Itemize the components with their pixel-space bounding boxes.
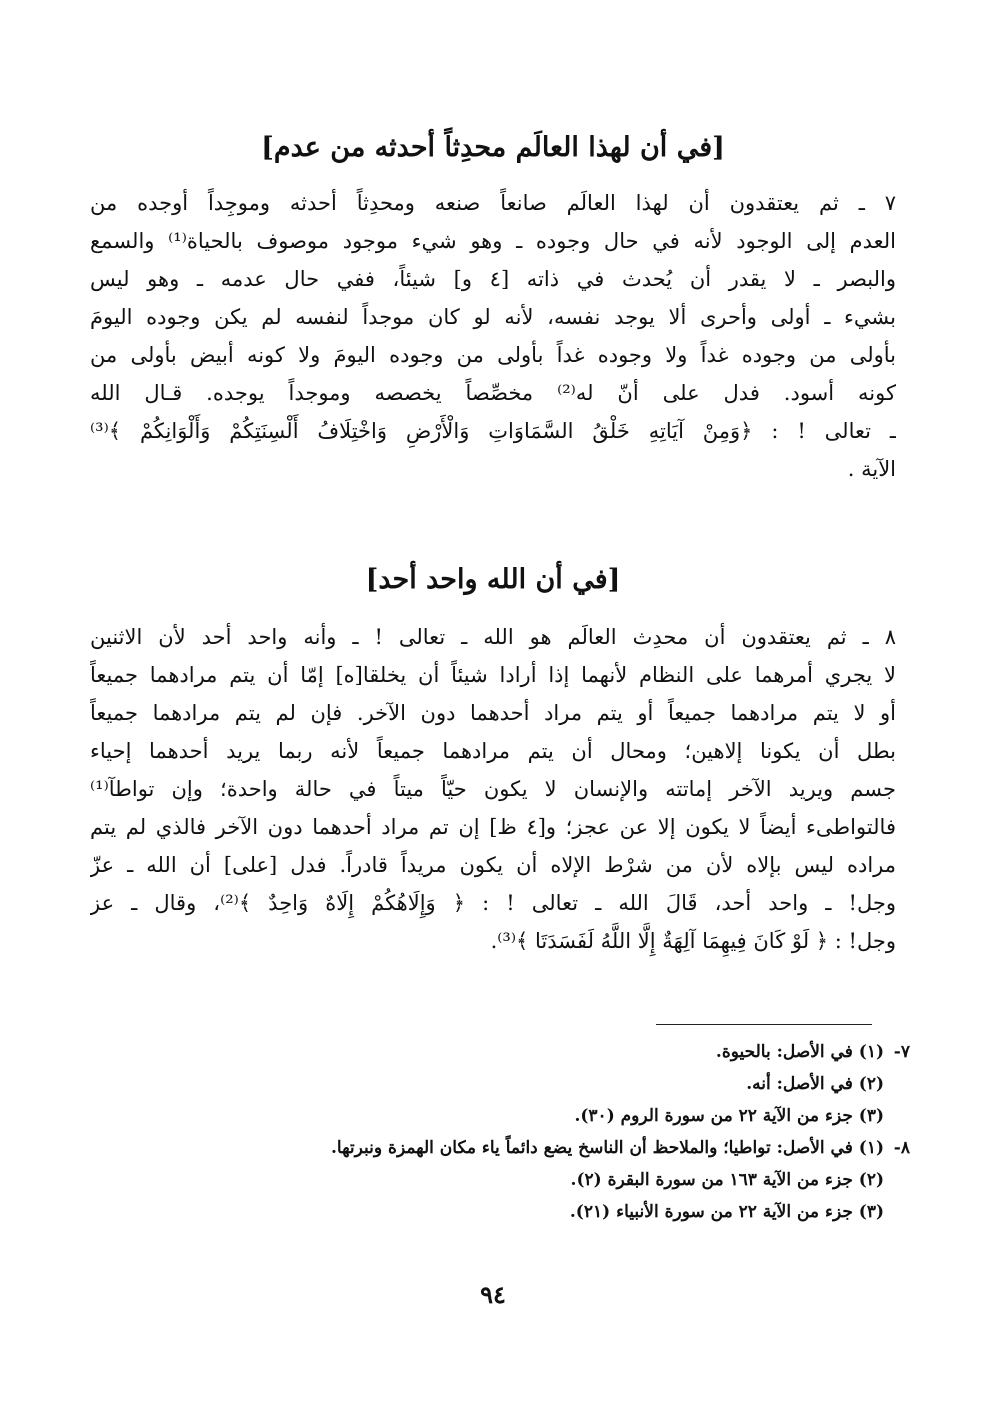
paragraph-line: بأولى من وجوده غداً ولا وجوده غداً بأولى من وجوده اليومَ ولا كونه أبيض بأولى من (90, 343, 896, 367)
footnote-text: (١) في الأصل: بالحيوة. (715, 1042, 884, 1062)
footnote-divider (656, 1024, 872, 1025)
footnote-text: (١) في الأصل: تواطيا؛ والملاحظ أن الناسخ يضع دائماً ياء مكان الهمزة ونبرتها. (331, 1138, 884, 1158)
paragraph-line: جسم ويريد الآخر إماتته والإنسان لا يكون حيّاً ميتاً في حالة واحدة؛ وإن تواطآ⁽¹⁾ (90, 777, 896, 801)
footnote (120, 1036, 910, 1068)
footnote-text: (٢) جزء من الآية ١٦٣ من سورة البقرة (٢). (570, 1170, 884, 1190)
paragraph-line: الآية . (847, 457, 896, 481)
footnote (120, 1132, 910, 1164)
paragraph-line: بشيء ـ أولى وأحرى ألا يوجد نفسه، لأنه لو كان موجداً لنفسه لم يكن وجوده اليومَ (90, 305, 896, 329)
paragraph-line: وجل! : ﴿ لَوْ كَانَ فِيهِمَا آلِهَةٌ إِلَّا اللَّهُ لَفَسَدَتَا ﴾⁽³⁾. (490, 929, 896, 953)
paragraph-8 (90, 618, 896, 960)
paragraph-line: لا يجري أمرهما على النظام لأنهما إذا أرادا شيئاً أن يخلقا[ه] إمّا أن يتم مرادهما جميعاً (90, 663, 896, 687)
footnote-text: (٣) جزء من الآية ٢٢ من سورة الروم (٣٠). (574, 1106, 884, 1126)
paragraph-line: بطل أن يكونا إلاهين؛ ومحال أن يتم مرادهما جميعاً لأنه ربما يريد أحدهما إحياء (90, 739, 896, 763)
footnote-text: (٢) في الأصل: أنه. (746, 1074, 884, 1094)
section-heading-god-is-one: [في أن الله واحد أحد] (365, 564, 621, 595)
paragraph-line: ٧ ـ ثم يعتقدون أن لهذا العالَم صانعاً صنعه ومحدِثاً أحدثه وموجِداً أوجده من (90, 191, 896, 215)
page-number: ٩٤ (480, 1280, 506, 1309)
footnote (120, 1068, 910, 1100)
paragraph-line: كونه أسود. فدل على أنّ له⁽²⁾ مخصِّصاً يخصصه وموجداً يوجده. قـال الله (90, 381, 896, 405)
paragraph-line: ـ تعالى ! : ﴿وَمِنْ آيَاتِهِ خَلْقُ السَّمَاوَاتِ وَالْأَرْضِ وَاخْتِلَافُ أَلْسِنَتِكُمْ وَأَلْوَانِكُمْ ﴾⁽³⁾ (90, 419, 896, 443)
paragraph-line: العدم إلى الوجود لأنه في حال وجوده ـ وهو شيء موجود موصوف بالحياة⁽¹⁾ والسمع (90, 229, 896, 253)
paragraph-line: وجل! ـ واحد أحد، قَالَ الله ـ تعالى ! : ﴿ وَإِلَاهُكُمْ إِلَاهٌ وَاحِدٌ ﴾⁽²⁾، وقال ـ عز (90, 891, 896, 915)
footnote-group-number: ٧- (893, 1042, 910, 1062)
paragraph-7 (90, 184, 896, 488)
paragraph-line: مراده ليس بإلاه لأن من شرْط الإلاه أن يكون مريداً قادراً. فدل [على] أن الله ـ عزّ (90, 853, 896, 877)
paragraph-line: فالتواطىء أيضاً لا يكون إلا عن عجز؛ و[٤ ظ] إن تم مراد أحدهما دون الآخر فالذي لم يتم (90, 815, 896, 839)
paragraph-line: أو لا يتم مرادهما جميعاً أو يتم مراد أحدهما دون الآخر. فإن لم يتم مرادهما جميعاً (90, 701, 896, 725)
footnote-text: (٣) جزء من الآية ٢٢ من سورة الأنبياء (٢١). (569, 1202, 884, 1222)
footnote-group-number: ٨- (893, 1138, 910, 1158)
footnote (120, 1164, 910, 1196)
footnote (120, 1100, 910, 1132)
footnotes (120, 1036, 910, 1228)
paragraph-line: ٨ ـ ثم يعتقدون أن محدِث العالَم هو الله ـ تعالى ! ـ وأنه واحد أحد لأن الاثنين (90, 625, 896, 649)
section-heading-world-created: [في أن لهذا العالَم محدِثاً أحدثه من عدم] (261, 132, 725, 163)
paragraph-line: والبصر ـ لا يقدر أن يُحدث في ذاته [٤ و] شيئاً، ففي حال عدمه ـ وهو ليس (90, 267, 896, 291)
footnote (120, 1196, 910, 1228)
